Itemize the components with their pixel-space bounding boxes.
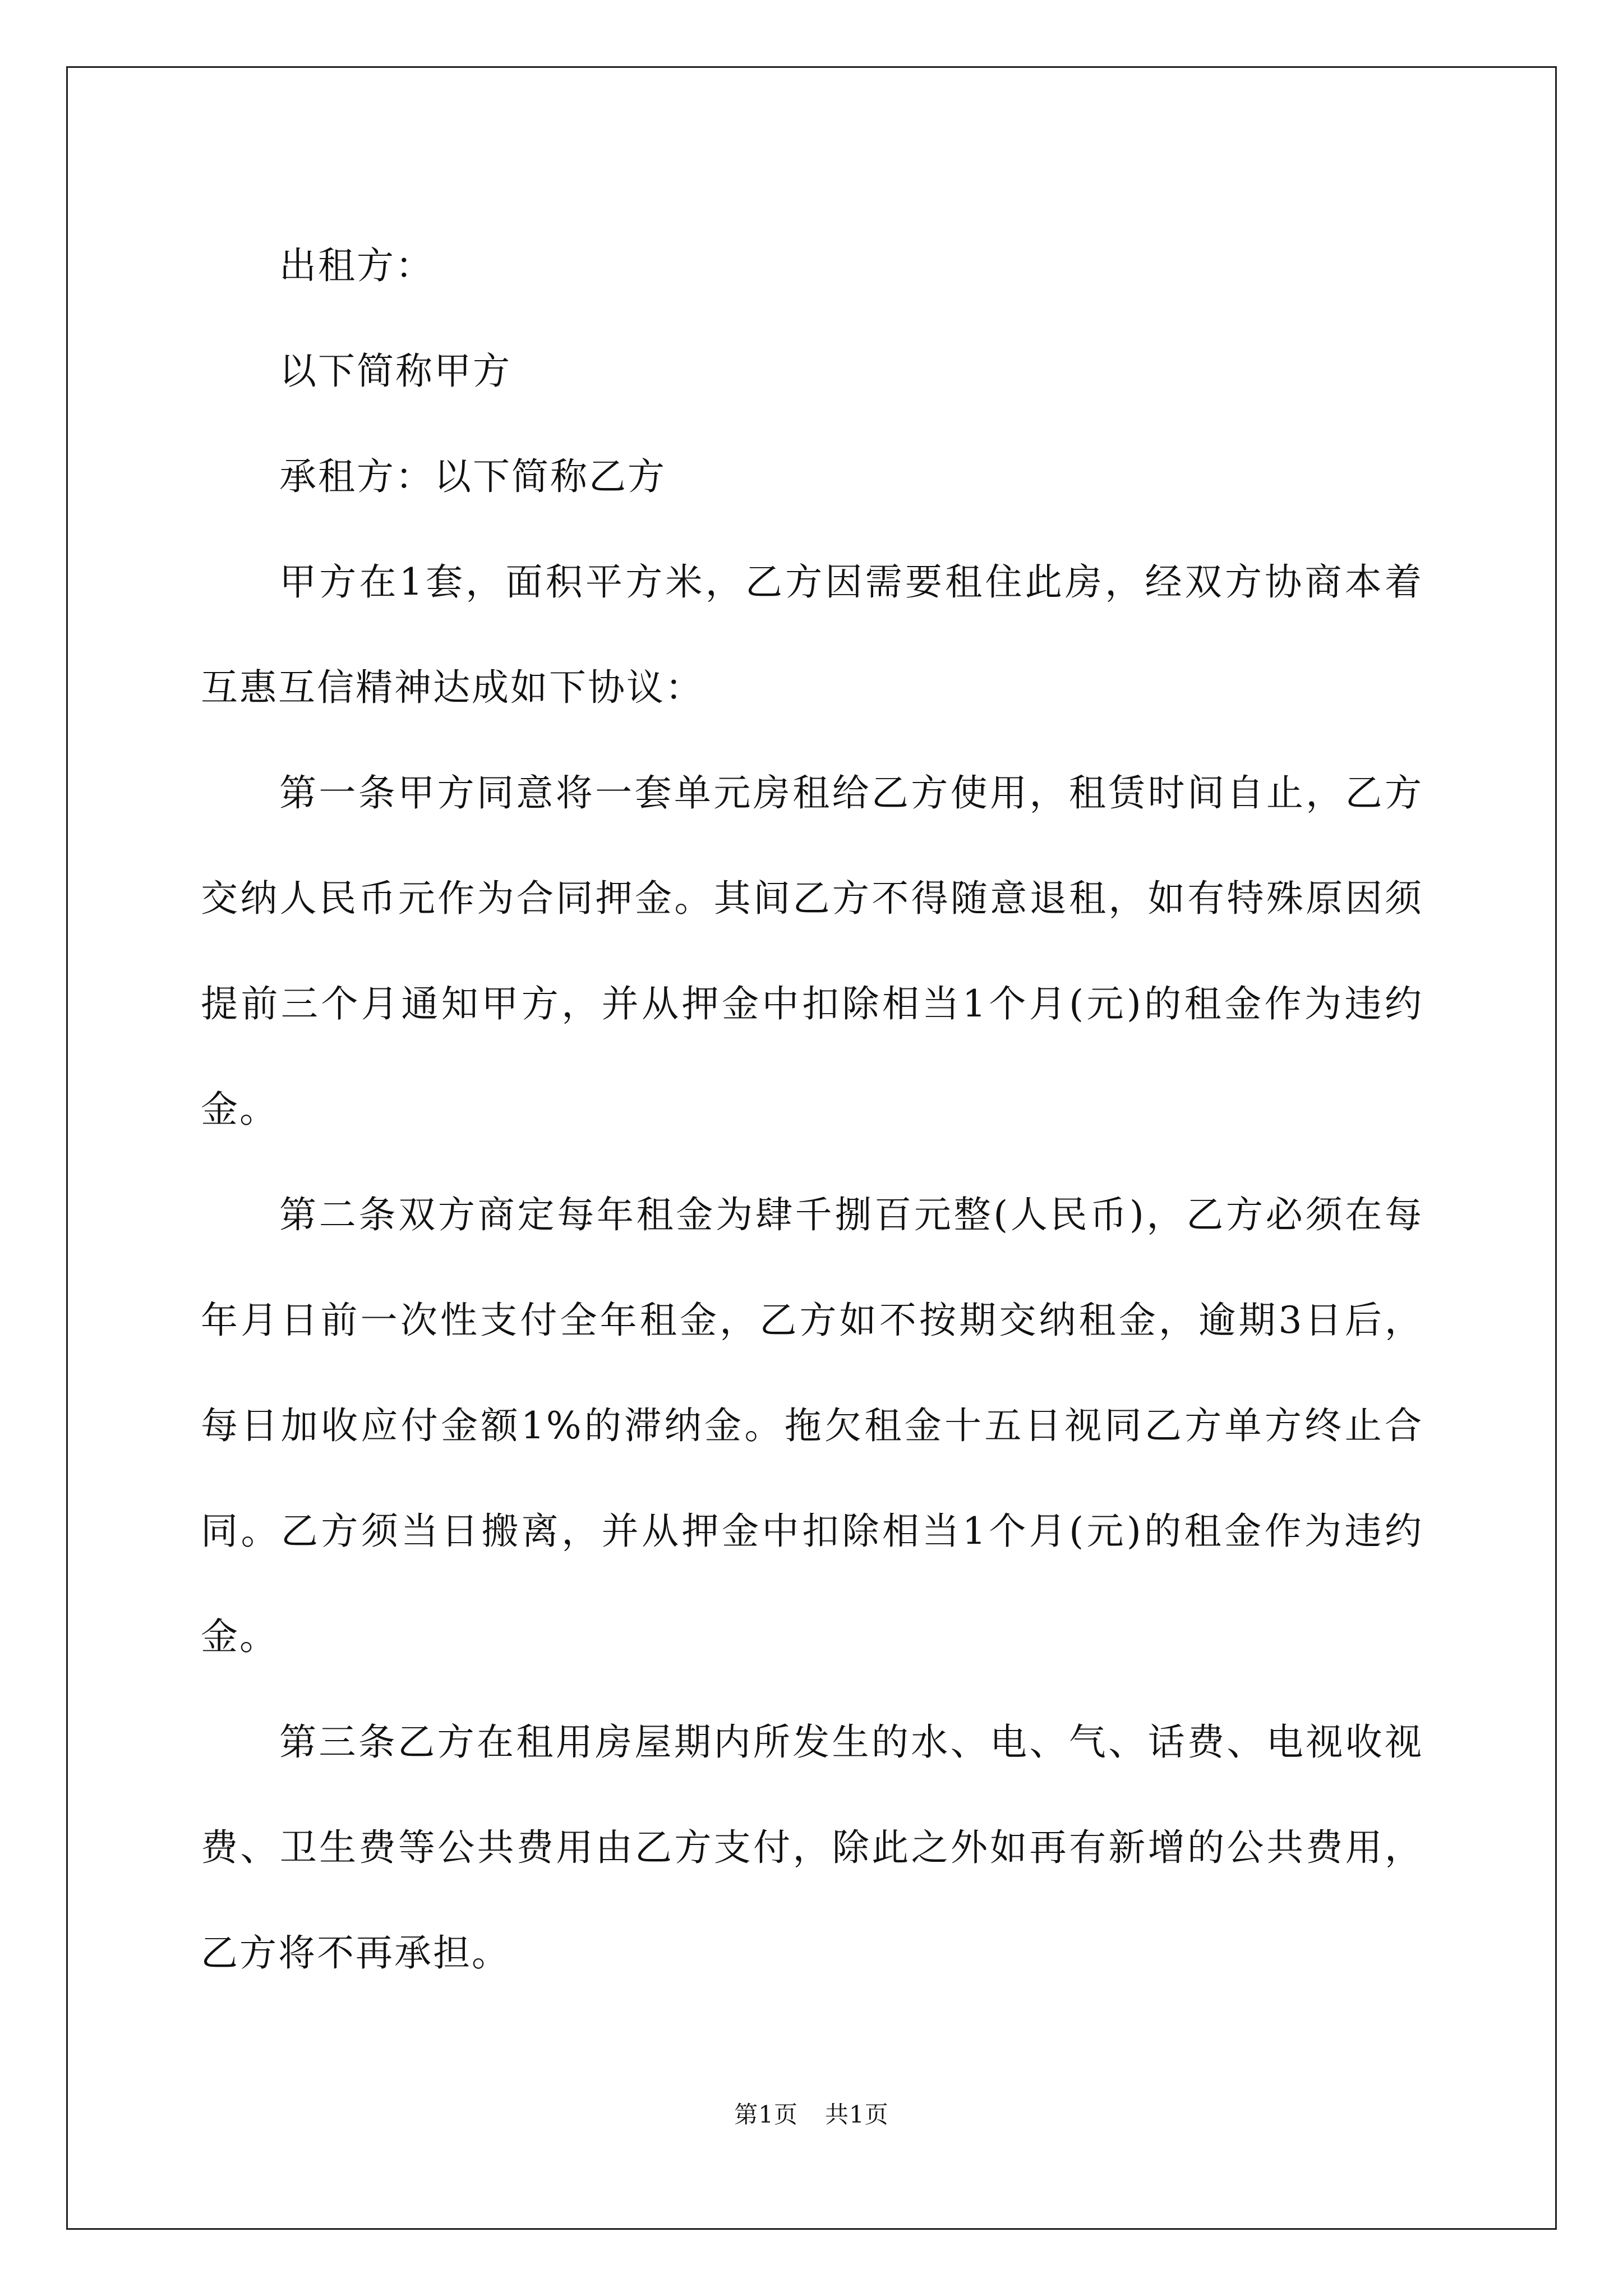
preamble-paragraph: 甲方在1套，面积平方米，乙方因需要租住此房，经双方协商本着互惠互信精神达成如下协议： [201,560,1423,709]
page-footer [0,2098,1623,2132]
article-1-paragraph: 第一条甲方同意将一套单元房租给乙方使用，租赁时间自止，乙方交纳人民币元作为合同押金。其间乙方不得随意退租，如有特殊原因须提前三个月通知甲方，并从押金中扣除相当1个月(元)的租金作为违约金。 [201,771,1423,1131]
article-3-paragraph: 第三条乙方在租用房屋期内所发生的水、电、气、话费、电视收视费、卫生费等公共费用由乙方支付，除此之外如再有新增的公共费用，乙方将不再承担。 [201,1720,1423,1975]
article-2-paragraph: 第二条双方商定每年租金为肆千捌百元整(人民币)，乙方必须在每年月日前一次性支付全年租金，乙方如不按期交纳租金，逾期3日后，每日加收应付金额1%的滞纳金。拖欠租金十五日视同乙方单方终止合同。乙方须当日搬离，并从押金中扣除相当1个月(元)的租金作为违约金。 [201,1193,1423,1658]
page-total: 共1页 [825,2101,889,2128]
lessor-line: 出租方： [279,244,434,287]
page-number: 第1页 [734,2101,798,2128]
lessee-line: 承租方：以下简称乙方 [279,455,666,498]
lessor-alias-line: 以下简称甲方 [279,349,511,393]
document-body [201,213,1423,2006]
